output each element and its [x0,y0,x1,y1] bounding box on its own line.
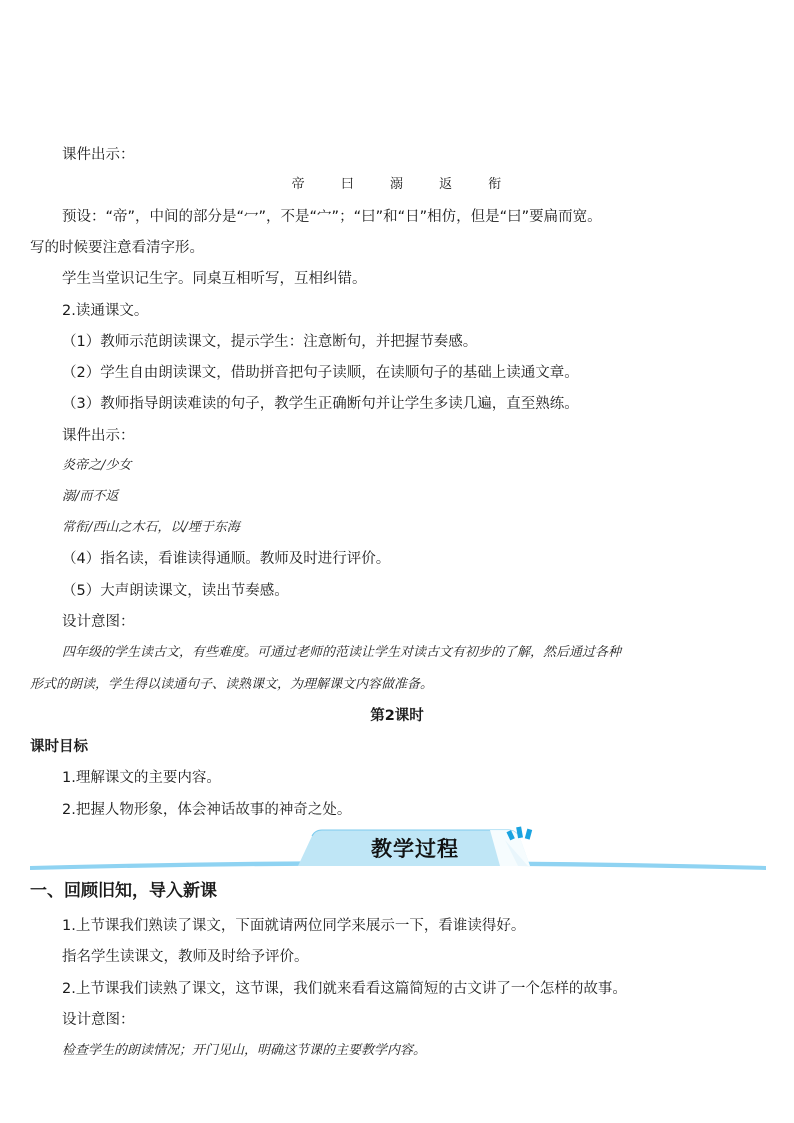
design-intent-label-2: 设计意图： [62,1012,135,1028]
students-practice: 学生当堂识记生字。同桌互相听写，互相纠错。 [62,271,367,287]
teaching-process-banner [30,826,766,872]
preset-text-line2: 写的时候要注意看清字形。 [30,240,204,256]
phrase-break-2: 溺/而不返 [62,489,119,504]
preset-text-line1: 预设：“帝”，中间的部分是“冖”，不是“宀”；“曰”和“日”相仿，但是“曰”要扁而宽。 [62,209,602,225]
design-intent-line2: 形式的朗读，学生得以读通句子、读熟课文，为理解课文内容做准备。 [30,677,434,692]
step-read-text: 2.读通课文。 [62,303,149,319]
review-p3: 2.上节课我们读熟了课文，这节课，我们就来看看这篇简短的古文讲了一个怎样的故事。 [62,981,627,997]
section-heading-review: 一、回顾旧知，导入新课 [30,881,217,901]
review-p2: 指名学生读课文，教师及时给予评价。 [62,949,309,965]
lesson-goals-heading: 课时目标 [30,739,88,755]
review-p1: 1.上节课我们熟读了课文，下面就请两位同学来展示一下，看谁读得好。 [62,918,526,934]
design-intent-label: 设计意图： [62,614,135,630]
char-4: 返 [439,177,454,192]
substep-2: （2）学生自由朗读课文，借助拼音把句子读顺，在读顺句子的基础上读通文章。 [62,365,579,381]
substep-1: （1）教师示范朗读课文，提示学生：注意断句，并把握节奏感。 [62,334,478,350]
char-1: 帝 [291,177,306,192]
courseware-label: 课件出示： [62,147,135,163]
banner-title: 教学过程 [371,837,459,861]
lesson-2-title: 第2课时 [370,708,424,724]
substep-4: （4）指名读，看谁读得通顺。教师及时进行评价。 [62,551,391,567]
design-intent-text-2: 检查学生的朗读情况；开门见山，明确这节课的主要教学内容。 [62,1043,427,1058]
substep-5: （5）大声朗读课文，读出节奏感。 [62,583,289,599]
phrase-break-3: 常衔/西山之木石，以/堙于东海 [62,520,240,535]
char-5: 衔 [488,177,503,192]
phrase-break-1: 炎帝之/少女 [62,458,132,473]
goal-2: 2.把握人物形象，体会神话故事的神奇之处。 [62,802,352,818]
substep-3: （3）教师指导朗读难读的句子，教学生正确断句并让学生多读几遍，直至熟练。 [62,396,579,412]
char-2: 曰 [340,177,355,192]
design-intent-line1: 四年级的学生读古文，有些难度。可通过老师的范读让学生对读古文有初步的了解，然后通过各种 [62,645,622,660]
goal-1: 1.理解课文的主要内容。 [62,770,221,786]
char-3: 溺 [389,177,404,192]
new-characters [0,175,794,195]
courseware-label-2: 课件出示： [62,428,135,444]
